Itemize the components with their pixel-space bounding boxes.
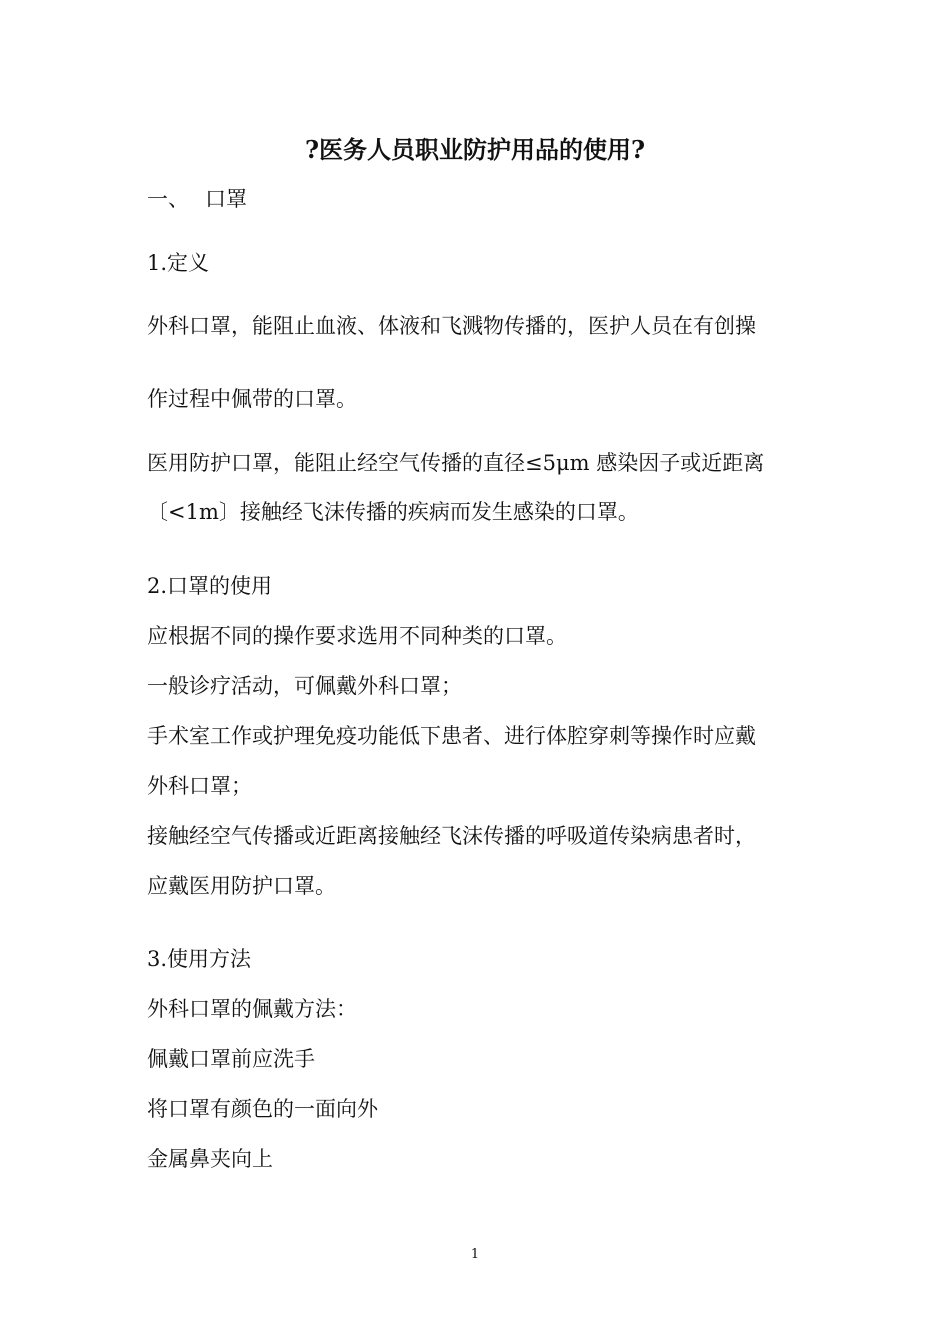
paragraph-line: 外科口罩，能阻止血液、体液和飞溅物传播的，医护人员在有创操: [147, 314, 756, 338]
paragraph-line: 将口罩有颜色的一面向外: [147, 1097, 378, 1121]
paragraph-line: 〔<1m〕接触经飞沫传播的疾病而发生感染的口罩。: [147, 500, 639, 524]
document-title: ?医务人员职业防护用品的使用?: [304, 135, 646, 164]
section-number: 一、: [147, 187, 189, 211]
paragraph-line: 医用防护口罩，能阻止经空气传播的直径≤5μm 感染因子或近距离: [147, 451, 765, 475]
paragraph-line: 外科口罩的佩戴方法：: [147, 997, 357, 1021]
paragraph-line: 手术室工作或护理免疫功能低下患者、进行体腔穿刺等操作时应戴: [147, 724, 756, 748]
subsection-heading-definition: 1.定义: [147, 251, 210, 275]
paragraph-line: 一般诊疗活动，可佩戴外科口罩；: [147, 674, 462, 698]
paragraph-line: 佩戴口罩前应洗手: [147, 1047, 315, 1071]
subsection-heading-usage: 2.口罩的使用: [147, 574, 273, 598]
paragraph-line: 应根据不同的操作要求选用不同种类的口罩。: [147, 624, 567, 648]
page-number: 1: [470, 1247, 480, 1262]
section-heading-masks: [147, 186, 247, 212]
paragraph-line: 金属鼻夹向上: [147, 1147, 273, 1171]
paragraph-line: 接触经空气传播或近距离接触经飞沫传播的呼吸道传染病患者时，: [147, 824, 756, 848]
section-title: 口罩: [205, 187, 247, 211]
paragraph-line: 外科口罩；: [147, 774, 252, 798]
subsection-heading-method: 3.使用方法: [147, 947, 252, 971]
paragraph-line: 应戴医用防护口罩。: [147, 874, 336, 898]
paragraph-line: 作过程中佩带的口罩。: [147, 387, 357, 411]
